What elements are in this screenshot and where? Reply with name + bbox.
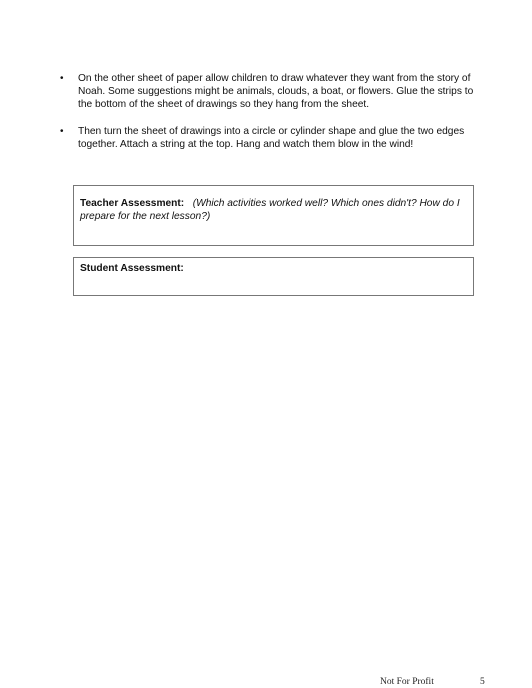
page-footer	[380, 676, 490, 688]
footer-text: Not For Profit	[380, 677, 434, 687]
teacher-assessment-prompt: (Which activities worked well? Which ones didn't? How do I prepare for the next lesson?)	[80, 198, 460, 222]
teacher-assessment-box	[73, 185, 474, 246]
instruction-text: Then turn the sheet of drawings into a circle or cylinder shape and glue the two edges together. Attach a string at the top. Hang and watch them blow in the wind!	[78, 126, 465, 150]
page-number: 5	[480, 677, 485, 687]
bullet-marker: •	[60, 126, 64, 137]
teacher-assessment-label: Teacher Assessment:	[80, 198, 185, 209]
instruction-text: On the other sheet of paper allow children to draw whatever they want from the story of Noah. Some suggestions might be animals, clouds, a boat, or flowers. Glue the strips to the bottom of the sheet of drawings so they hang from the sheet.	[78, 73, 474, 110]
student-assessment-label: Student Assessment:	[80, 263, 184, 274]
student-assessment-box	[73, 257, 474, 296]
list-item	[56, 125, 486, 151]
activity-instructions-list	[56, 72, 486, 165]
list-item	[56, 72, 486, 111]
bullet-marker: •	[60, 73, 64, 84]
